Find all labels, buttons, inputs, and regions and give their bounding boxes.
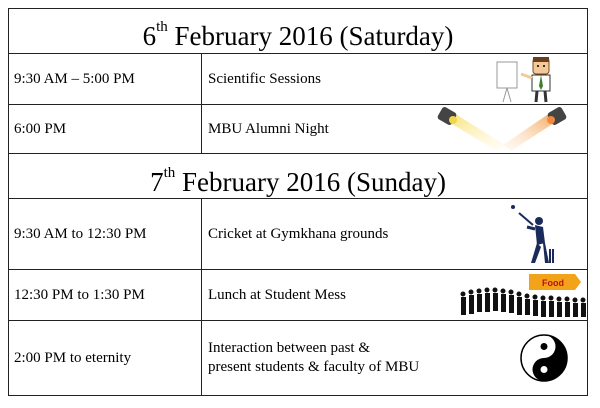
spotlights-icon	[427, 105, 577, 153]
table-row	[9, 199, 587, 270]
event-title-line1: Interaction between past &	[208, 340, 371, 356]
event-time: 9:30 AM to 12:30 PM	[9, 199, 202, 269]
event-title-line2: present students & faculty of MBU	[208, 359, 420, 375]
event-title: Lunch at Student Mess	[208, 286, 346, 303]
event-title: Scientific Sessions	[208, 70, 321, 87]
table-row	[9, 54, 587, 105]
table-row	[9, 321, 587, 395]
table-row	[9, 270, 587, 321]
event-time: 2:00 PM to eternity	[9, 321, 202, 395]
cricket-batsman-icon	[507, 203, 557, 267]
day1-date-rest: February 2016 (Saturday)	[167, 21, 454, 51]
event-title: MBU Alumni Night	[208, 120, 329, 137]
food-queue-icon	[457, 272, 587, 320]
table-row	[9, 105, 587, 154]
day2-header	[9, 154, 587, 199]
day1-header	[9, 9, 587, 54]
presenter-whiteboard-icon	[495, 56, 559, 104]
day2-number: 7	[150, 167, 164, 197]
yin-yang-icon	[519, 333, 569, 383]
day2-date-rest: February 2016 (Sunday)	[175, 167, 446, 197]
event-time: 12:30 PM to 1:30 PM	[9, 270, 202, 320]
event-time: 9:30 AM – 5:00 PM	[9, 54, 202, 104]
schedule-table	[8, 8, 588, 396]
food-sign-label: Food	[542, 278, 564, 288]
day1-ordinal: th	[156, 19, 168, 35]
day1-number: 6	[142, 21, 157, 51]
event-time: 6:00 PM	[9, 105, 202, 153]
event-title: Cricket at Gymkhana grounds	[208, 225, 389, 242]
day2-ordinal: th	[163, 165, 176, 181]
